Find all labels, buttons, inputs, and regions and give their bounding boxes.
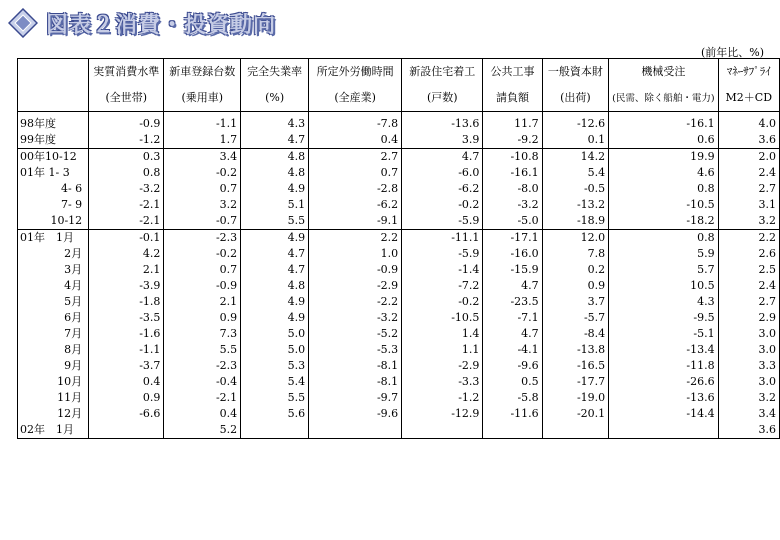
- table-cell: 2.5: [718, 262, 779, 278]
- table-cell: 3.2: [164, 197, 241, 213]
- table-cell: 0.9: [164, 310, 241, 326]
- table-cell: 5.5: [164, 342, 241, 358]
- table-row: [18, 278, 780, 294]
- table-cell: -0.9: [89, 112, 164, 133]
- table-cell: -2.1: [89, 213, 164, 230]
- table-cell: 4.9: [241, 294, 309, 310]
- table-cell: -14.4: [609, 406, 718, 422]
- table-cell: 1.1: [402, 342, 483, 358]
- table-cell: 3.0: [718, 342, 779, 358]
- table-cell: 4.7: [241, 246, 309, 262]
- table-cell: 3.6: [718, 422, 779, 439]
- table-row: [18, 358, 780, 374]
- table-cell: -1.1: [164, 112, 241, 133]
- table-cell: -0.2: [402, 197, 483, 213]
- table-cell: -2.9: [309, 278, 402, 294]
- table-cell: -2.3: [164, 358, 241, 374]
- table-cell: 2.2: [309, 230, 402, 247]
- table-cell: -16.1: [609, 112, 718, 133]
- table-cell: -8.0: [483, 181, 542, 197]
- column-subheader: (全世帯): [89, 85, 164, 112]
- table-cell: [609, 422, 718, 439]
- row-label: 7- 9: [18, 197, 89, 213]
- table-cell: -13.6: [402, 112, 483, 133]
- table-cell: 5.3: [241, 358, 309, 374]
- table-cell: -2.9: [402, 358, 483, 374]
- table-cell: 4.8: [241, 165, 309, 181]
- table-cell: -3.9: [89, 278, 164, 294]
- table-cell: -5.8: [483, 390, 542, 406]
- table-cell: -9.5: [609, 310, 718, 326]
- table-cell: 4.7: [483, 326, 542, 342]
- row-label: 12月: [18, 406, 89, 422]
- table-cell: 0.5: [483, 374, 542, 390]
- table-cell: -17.1: [483, 230, 542, 247]
- data-table: [17, 58, 780, 439]
- row-label: 10月: [18, 374, 89, 390]
- table-row: [18, 213, 780, 230]
- row-label: 4月: [18, 278, 89, 294]
- column-header: 新設住宅着工: [402, 59, 483, 86]
- column-header: 公共工事: [483, 59, 542, 86]
- table-cell: -3.2: [89, 181, 164, 197]
- table-cell: 5.7: [609, 262, 718, 278]
- table-row: [18, 374, 780, 390]
- table-cell: -16.5: [542, 358, 609, 374]
- table-cell: 5.0: [241, 326, 309, 342]
- table-cell: -6.6: [89, 406, 164, 422]
- table-cell: 4.7: [402, 149, 483, 166]
- table-cell: -9.1: [309, 213, 402, 230]
- unit-label: (前年比、%): [700, 46, 764, 59]
- table-cell: 2.1: [164, 294, 241, 310]
- table-cell: -0.4: [164, 374, 241, 390]
- table-cell: 2.2: [718, 230, 779, 247]
- table-cell: -0.5: [542, 181, 609, 197]
- column-header: 所定外労働時間: [309, 59, 402, 86]
- column-header: ﾏﾈｰｻﾌﾟﾗｲ: [718, 59, 779, 86]
- table-cell: 14.2: [542, 149, 609, 166]
- table-cell: 5.9: [609, 246, 718, 262]
- column-subheader: (出荷): [542, 85, 609, 112]
- table-cell: 0.1: [542, 132, 609, 149]
- table-cell: -7.1: [483, 310, 542, 326]
- table-cell: 2.7: [718, 181, 779, 197]
- table-cell: 0.2: [542, 262, 609, 278]
- table-cell: 3.0: [718, 374, 779, 390]
- table-row: [18, 294, 780, 310]
- row-label: 9月: [18, 358, 89, 374]
- table-cell: -15.9: [483, 262, 542, 278]
- table-cell: 0.3: [89, 149, 164, 166]
- table-cell: -8.4: [542, 326, 609, 342]
- table-cell: 5.5: [241, 390, 309, 406]
- table-cell: -9.2: [483, 132, 542, 149]
- table-cell: -11.6: [483, 406, 542, 422]
- table-cell: -5.9: [402, 213, 483, 230]
- table-cell: 4.6: [609, 165, 718, 181]
- table-cell: -18.9: [542, 213, 609, 230]
- corner-cell: [18, 59, 89, 86]
- table-cell: -10.5: [402, 310, 483, 326]
- table-cell: 4.9: [241, 181, 309, 197]
- table-cell: 12.0: [542, 230, 609, 247]
- row-label: 98年度: [18, 112, 89, 133]
- table-cell: 1.0: [309, 246, 402, 262]
- column-header: 実質消費水準: [89, 59, 164, 86]
- column-subheader: M2＋CD: [718, 85, 779, 112]
- table-cell: 4.3: [241, 112, 309, 133]
- table-cell: -5.2: [309, 326, 402, 342]
- table-row: [18, 230, 780, 247]
- table-cell: 0.9: [89, 390, 164, 406]
- table-cell: 0.7: [309, 165, 402, 181]
- table-cell: -1.2: [89, 132, 164, 149]
- table-cell: -6.2: [309, 197, 402, 213]
- table-cell: 3.7: [542, 294, 609, 310]
- table-cell: 0.7: [164, 262, 241, 278]
- row-label: 2月: [18, 246, 89, 262]
- row-label: 8月: [18, 342, 89, 358]
- table-cell: 3.3: [718, 358, 779, 374]
- table-cell: 3.4: [718, 406, 779, 422]
- table-row: [18, 262, 780, 278]
- table-cell: 2.7: [718, 294, 779, 310]
- table-cell: -5.7: [542, 310, 609, 326]
- table-cell: -12.6: [542, 112, 609, 133]
- table-cell: 2.6: [718, 246, 779, 262]
- table-cell: -17.7: [542, 374, 609, 390]
- corner-cell: [18, 85, 89, 112]
- table-cell: 4.7: [241, 132, 309, 149]
- diamond-bullet-icon: [8, 8, 38, 38]
- table-cell: -9.6: [309, 406, 402, 422]
- table-cell: -0.1: [89, 230, 164, 247]
- table-cell: 4.9: [241, 310, 309, 326]
- table-cell: -3.2: [309, 310, 402, 326]
- row-label: 01年 1月: [18, 230, 89, 247]
- title-area: [8, 4, 276, 42]
- table-cell: 4.3: [609, 294, 718, 310]
- table-cell: 0.6: [609, 132, 718, 149]
- table-cell: -2.8: [309, 181, 402, 197]
- table-cell: [309, 422, 402, 439]
- table-cell: 3.0: [718, 326, 779, 342]
- table-cell: -9.6: [483, 358, 542, 374]
- table-cell: -13.6: [609, 390, 718, 406]
- table-cell: -0.2: [164, 246, 241, 262]
- column-subheader: (%): [241, 85, 309, 112]
- column-subheader: (民需、除く船舶・電力): [609, 85, 718, 112]
- table-cell: 0.7: [164, 181, 241, 197]
- table-cell: 5.4: [241, 374, 309, 390]
- table-cell: 2.1: [89, 262, 164, 278]
- table-cell: -11.8: [609, 358, 718, 374]
- table-cell: -2.2: [309, 294, 402, 310]
- table-cell: -13.2: [542, 197, 609, 213]
- table-cell: [241, 422, 309, 439]
- table-row: [18, 165, 780, 181]
- table-row: [18, 132, 780, 149]
- column-header: 一般資本財: [542, 59, 609, 86]
- row-label: 99年度: [18, 132, 89, 149]
- table-row: [18, 246, 780, 262]
- table-cell: -5.1: [609, 326, 718, 342]
- table-cell: 5.0: [241, 342, 309, 358]
- row-label: 11月: [18, 390, 89, 406]
- table-row: [18, 149, 780, 166]
- table-cell: [542, 422, 609, 439]
- column-header: 新車登録台数: [164, 59, 241, 86]
- row-label: 7月: [18, 326, 89, 342]
- table-row: [18, 342, 780, 358]
- table-cell: -2.1: [89, 197, 164, 213]
- column-header: 完全失業率: [241, 59, 309, 86]
- table-cell: 0.9: [542, 278, 609, 294]
- table-cell: 7.3: [164, 326, 241, 342]
- table-row: [18, 326, 780, 342]
- table-cell: -7.2: [402, 278, 483, 294]
- table-cell: -12.9: [402, 406, 483, 422]
- table-cell: -18.2: [609, 213, 718, 230]
- table-cell: -16.0: [483, 246, 542, 262]
- table-cell: -1.1: [89, 342, 164, 358]
- column-subheader: (戸数): [402, 85, 483, 112]
- table-cell: 4.7: [241, 262, 309, 278]
- table-cell: 5.6: [241, 406, 309, 422]
- table-cell: [402, 422, 483, 439]
- table-cell: 0.8: [89, 165, 164, 181]
- page-title: 図表２消費・投資動向: [46, 12, 277, 38]
- table-cell: 11.7: [483, 112, 542, 133]
- table-cell: 19.9: [609, 149, 718, 166]
- table-row: [18, 310, 780, 326]
- table-cell: 3.2: [718, 390, 779, 406]
- table-cell: -20.1: [542, 406, 609, 422]
- table-cell: 2.9: [718, 310, 779, 326]
- column-subheader: (全産業): [309, 85, 402, 112]
- table-cell: [89, 422, 164, 439]
- row-label: 01年 1- 3: [18, 165, 89, 181]
- table-cell: 0.8: [609, 181, 718, 197]
- table-cell: -2.3: [164, 230, 241, 247]
- table-cell: 4.7: [483, 278, 542, 294]
- table-cell: 4.9: [241, 230, 309, 247]
- table-cell: -10.5: [609, 197, 718, 213]
- table-cell: -13.4: [609, 342, 718, 358]
- table-cell: -8.1: [309, 374, 402, 390]
- table-cell: -2.1: [164, 390, 241, 406]
- table-row: [18, 197, 780, 213]
- table-row: [18, 422, 780, 439]
- table-cell: 0.4: [164, 406, 241, 422]
- table-cell: 0.4: [309, 132, 402, 149]
- table-cell: -0.7: [164, 213, 241, 230]
- row-label: 3月: [18, 262, 89, 278]
- table-row: [18, 181, 780, 197]
- table-row: [18, 406, 780, 422]
- table-cell: -0.9: [164, 278, 241, 294]
- table-cell: -5.9: [402, 246, 483, 262]
- table-cell: -1.8: [89, 294, 164, 310]
- column-header: 機械受注: [609, 59, 718, 86]
- table-cell: -10.8: [483, 149, 542, 166]
- table-cell: -13.8: [542, 342, 609, 358]
- table-cell: 3.2: [718, 213, 779, 230]
- table-cell: 5.1: [241, 197, 309, 213]
- row-label: 6月: [18, 310, 89, 326]
- table-cell: 7.8: [542, 246, 609, 262]
- row-label: 4- 6: [18, 181, 89, 197]
- table-cell: 3.4: [164, 149, 241, 166]
- table-cell: -11.1: [402, 230, 483, 247]
- table-cell: 1.4: [402, 326, 483, 342]
- table-cell: 4.8: [241, 149, 309, 166]
- table-cell: -3.5: [89, 310, 164, 326]
- table-cell: -9.7: [309, 390, 402, 406]
- table-cell: -5.3: [309, 342, 402, 358]
- row-label: 5月: [18, 294, 89, 310]
- table-cell: -6.0: [402, 165, 483, 181]
- column-subheader: (乗用車): [164, 85, 241, 112]
- table-cell: 4.0: [718, 112, 779, 133]
- table-cell: -3.2: [483, 197, 542, 213]
- row-label: 00年10-12: [18, 149, 89, 166]
- row-label: 02年 1月: [18, 422, 89, 439]
- table-cell: 3.9: [402, 132, 483, 149]
- table-cell: -23.5: [483, 294, 542, 310]
- table-cell: 1.7: [164, 132, 241, 149]
- table-cell: -16.1: [483, 165, 542, 181]
- table-row: [18, 390, 780, 406]
- table-cell: -5.0: [483, 213, 542, 230]
- table-cell: 2.0: [718, 149, 779, 166]
- table-cell: 5.5: [241, 213, 309, 230]
- table-cell: -0.2: [164, 165, 241, 181]
- table-cell: 2.7: [309, 149, 402, 166]
- table-cell: 0.4: [89, 374, 164, 390]
- table-cell: -1.2: [402, 390, 483, 406]
- table-cell: 2.4: [718, 165, 779, 181]
- table-cell: 3.1: [718, 197, 779, 213]
- table-cell: 4.8: [241, 278, 309, 294]
- table-cell: -3.7: [89, 358, 164, 374]
- table-cell: -3.3: [402, 374, 483, 390]
- table-cell: -1.4: [402, 262, 483, 278]
- table-cell: 4.2: [89, 246, 164, 262]
- table-cell: -6.2: [402, 181, 483, 197]
- table-cell: -0.2: [402, 294, 483, 310]
- table-cell: 5.4: [542, 165, 609, 181]
- table-cell: -7.8: [309, 112, 402, 133]
- table-cell: -26.6: [609, 374, 718, 390]
- table-cell: -4.1: [483, 342, 542, 358]
- table-cell: 10.5: [609, 278, 718, 294]
- table-row: [18, 112, 780, 133]
- column-subheader: 請負額: [483, 85, 542, 112]
- table-cell: -0.9: [309, 262, 402, 278]
- table-cell: 0.8: [609, 230, 718, 247]
- row-label: 10-12: [18, 213, 89, 230]
- table-cell: [483, 422, 542, 439]
- table-cell: -1.6: [89, 326, 164, 342]
- table-cell: 5.2: [164, 422, 241, 439]
- table-cell: -19.0: [542, 390, 609, 406]
- table-cell: 3.6: [718, 132, 779, 149]
- table-cell: -8.1: [309, 358, 402, 374]
- table-cell: 2.4: [718, 278, 779, 294]
